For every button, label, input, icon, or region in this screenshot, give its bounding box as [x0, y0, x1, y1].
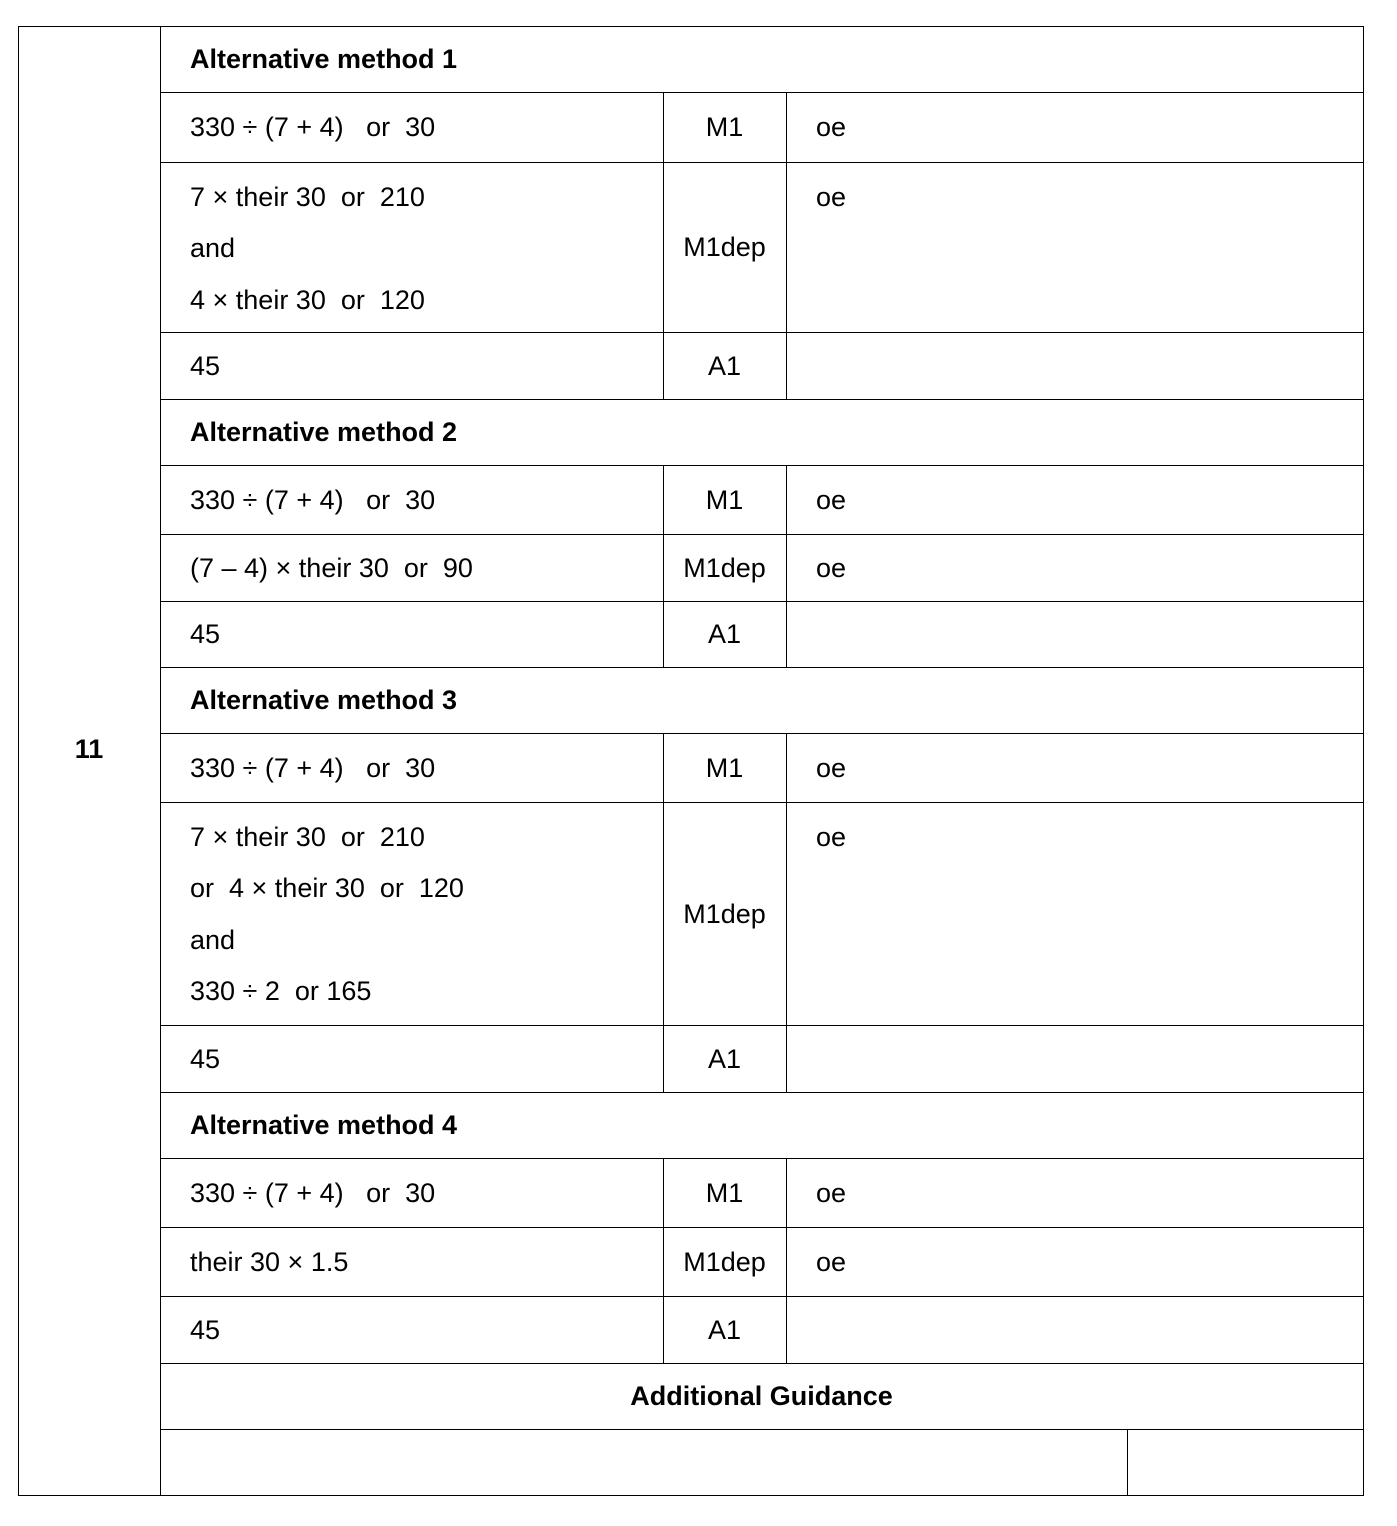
- row-divider: [160, 162, 1363, 163]
- row-divider: [160, 1429, 1363, 1430]
- row-divider: [160, 733, 1363, 734]
- mark-column-divider: [663, 465, 664, 534]
- mark-code: M1dep: [683, 232, 766, 262]
- working-text: (7 – 4) × their 30 or 90: [190, 553, 473, 583]
- row-divider: [160, 1363, 1363, 1364]
- mark-code: M1: [705, 485, 744, 515]
- mark-code: A1: [707, 1315, 742, 1345]
- mark-column-divider: [663, 92, 664, 162]
- working-text: 330 ÷ (7 + 4) or 30: [190, 753, 436, 783]
- question-column-divider: [160, 26, 161, 1496]
- comment-text: oe: [816, 753, 847, 783]
- working-text: their 30 × 1.5: [190, 1247, 349, 1277]
- comment-column-divider: [786, 733, 787, 802]
- working-text: or 4 × their 30 or 120: [190, 873, 464, 903]
- working-text: 330 ÷ (7 + 4) or 30: [190, 485, 436, 515]
- comment-text: oe: [816, 112, 847, 142]
- row-divider: [160, 1092, 1363, 1093]
- mark-column-divider: [663, 802, 664, 1025]
- comment-column-divider: [786, 162, 787, 332]
- row-divider: [160, 1227, 1363, 1228]
- mark-code: M1dep: [683, 553, 766, 583]
- row-divider: [160, 92, 1363, 93]
- working-text: 330 ÷ 2 or 165: [190, 976, 372, 1006]
- comment-column-divider: [786, 1158, 787, 1227]
- comment-column-divider: [786, 601, 787, 667]
- row-divider: [160, 667, 1363, 668]
- mark-code: M1dep: [683, 1247, 766, 1277]
- working-text: 330 ÷ (7 + 4) or 30: [190, 1178, 436, 1208]
- mark-column-divider: [663, 1158, 664, 1227]
- mark-code: A1: [707, 1044, 742, 1074]
- row-divider: [160, 465, 1363, 466]
- mark-code: A1: [707, 619, 742, 649]
- working-text: and: [190, 233, 236, 263]
- mark-column-divider: [663, 534, 664, 601]
- comment-column-divider: [786, 802, 787, 1025]
- row-divider: [160, 1296, 1363, 1297]
- comment-text: oe: [816, 182, 847, 212]
- mark-code: M1: [705, 112, 744, 142]
- comment-column-divider: [786, 465, 787, 534]
- comment-text: oe: [816, 553, 847, 583]
- comment-text: oe: [816, 822, 847, 852]
- mark-column-divider: [663, 733, 664, 802]
- mark-column-divider: [663, 1296, 664, 1363]
- method-title: Alternative method 4: [190, 1110, 458, 1140]
- mark-code: M1: [705, 1178, 744, 1208]
- table-border-bottom: [18, 1495, 1364, 1496]
- working-text: 45: [190, 351, 221, 381]
- row-divider: [160, 601, 1363, 602]
- comment-text: oe: [816, 1247, 847, 1277]
- comment-text: oe: [816, 1178, 847, 1208]
- comment-column-divider: [786, 1296, 787, 1363]
- working-text: 45: [190, 1315, 221, 1345]
- row-divider: [160, 1158, 1363, 1159]
- method-title: Alternative method 3: [190, 685, 458, 715]
- comment-column-divider: [786, 1227, 787, 1296]
- guidance-column-divider: [1127, 1429, 1128, 1495]
- additional-guidance-heading: Additional Guidance: [630, 1381, 893, 1411]
- mark-column-divider: [663, 601, 664, 667]
- working-text: 7 × their 30 or 210: [190, 822, 425, 852]
- mark-column-divider: [663, 332, 664, 399]
- comment-column-divider: [786, 92, 787, 162]
- working-text: 7 × their 30 or 210: [190, 182, 425, 212]
- question-number: 11: [74, 734, 104, 764]
- mark-code: A1: [707, 351, 742, 381]
- comment-column-divider: [786, 1025, 787, 1092]
- working-text: 4 × their 30 or 120: [190, 285, 425, 315]
- row-divider: [160, 1025, 1363, 1026]
- row-divider: [160, 399, 1363, 400]
- mark-column-divider: [663, 162, 664, 332]
- comment-text: oe: [816, 485, 847, 515]
- row-divider: [160, 802, 1363, 803]
- mark-code: M1dep: [683, 899, 766, 929]
- working-text: 45: [190, 619, 221, 649]
- comment-column-divider: [786, 332, 787, 399]
- row-divider: [160, 332, 1363, 333]
- working-text: and: [190, 925, 236, 955]
- method-title: Alternative method 2: [190, 417, 458, 447]
- mark-column-divider: [663, 1227, 664, 1296]
- mark-code: M1: [705, 753, 744, 783]
- method-title: Alternative method 1: [190, 44, 458, 74]
- comment-column-divider: [786, 534, 787, 601]
- mark-column-divider: [663, 1025, 664, 1092]
- working-text: 45: [190, 1044, 221, 1074]
- working-text: 330 ÷ (7 + 4) or 30: [190, 112, 436, 142]
- table-border-right: [1363, 26, 1364, 1496]
- row-divider: [160, 534, 1363, 535]
- table-border-top: [18, 26, 1364, 27]
